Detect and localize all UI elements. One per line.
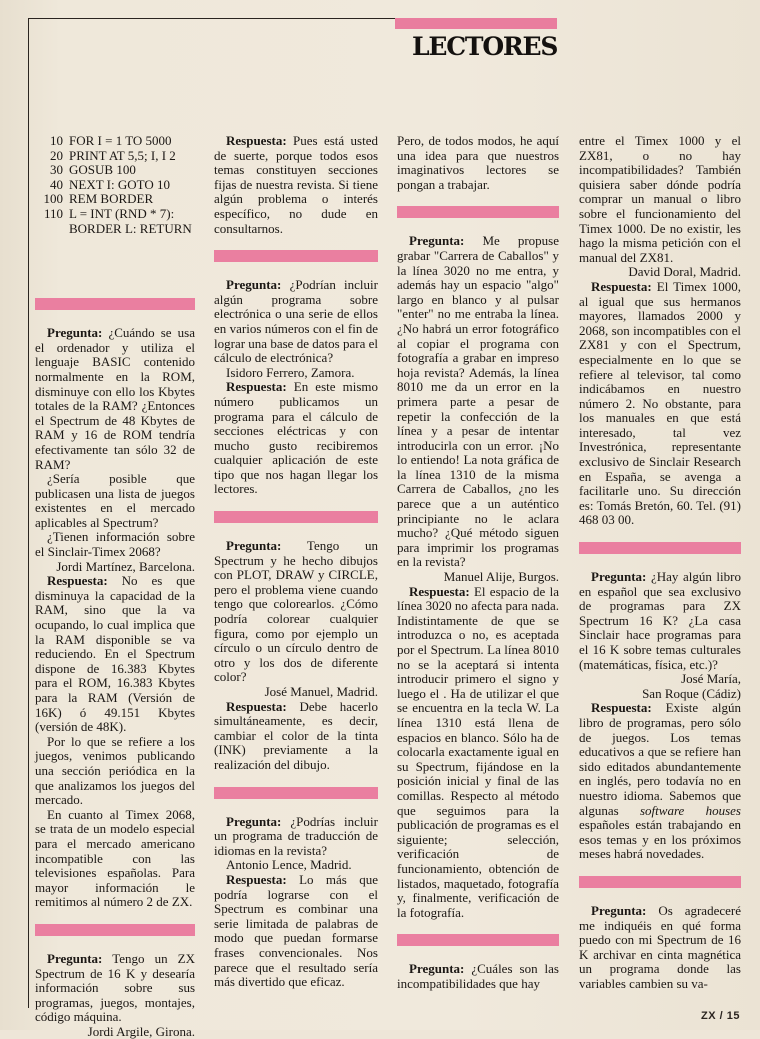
reader-signature: Antonio Lence, Madrid.: [226, 857, 352, 873]
reader-signature: David Doral, Madrid.: [628, 264, 741, 280]
answer-label: Respuesta:: [226, 871, 287, 887]
answer-paragraph: En cuanto al Timex 2068, se trata de un modelo especial para el mercado americano incompatible con las televisiones españolas. Para mayor información le remitimos al número 2 de ZX.: [35, 806, 195, 910]
answer-paragraph: Por lo que se refiere a los juegos, venimos publicando una sección periódica en la que analizamos los juegos del mercado.: [35, 733, 195, 808]
question-paragraph: ¿Tienen información sobre el Sinclair-Timex 2068?: [35, 529, 195, 560]
reader-signature: Jordi Argile, Girona.: [87, 1023, 195, 1039]
code-line: BORDER L: RETURN: [69, 220, 192, 236]
answer-label: Respuesta:: [409, 583, 470, 599]
question-label: Pregunta:: [226, 277, 282, 293]
divider-bar: [397, 934, 559, 946]
column-1: [35, 134, 195, 1039]
divider-bar: [579, 542, 741, 554]
question-label: Pregunta:: [591, 569, 647, 585]
code-line: 20 PRINT AT 5,5; I, I 2: [50, 147, 176, 163]
section-color-band: [395, 18, 557, 29]
answer-paragraph: Respuesta: Pues está usted de suerte, porque todos esos temas constituyen secciones fijas de nuestra revista. Si tiene algún problema o interés específico, no dude en consultarnos.: [214, 133, 378, 236]
answer-paragraph: Respuesta: Debe hacerlo simultáneamente, es decir, cambiar el color de la tinta (INK) previamente a la realización del dibujo.: [214, 698, 378, 772]
basic-listing: [35, 134, 195, 236]
reader-signature: José María,: [681, 671, 741, 687]
divider-bar: [35, 924, 195, 936]
column-3: [397, 134, 559, 991]
question-label: Pregunta:: [409, 233, 465, 249]
divider-bar: [214, 250, 378, 262]
question-label: Pregunta:: [591, 902, 647, 918]
reader-signature: José Manuel, Madrid.: [264, 684, 378, 699]
question-label: Pregunta:: [47, 950, 103, 966]
code-line: 40 NEXT I: GOTO 10: [50, 176, 170, 192]
question-label: Pregunta:: [226, 538, 282, 554]
divider-bar: [214, 511, 378, 523]
reader-signature: San Roque (Cádiz): [642, 685, 741, 701]
answer-label: Respuesta:: [47, 573, 108, 589]
answer-label: Respuesta:: [591, 700, 652, 716]
question-label: Pregunta:: [409, 961, 465, 977]
question-paragraph: ¿Sería posible que publicasen una lista de juegos existentes en el mercado aplicables al Spectrum?: [35, 471, 195, 530]
question-paragraph: Pregunta: Tengo un Spectrum y he hecho dibujos con PLOT, DRAW y CIRCLE, pero el problema viene cuando tengo que colorearlos. ¿Cómo podría colorear cualquier figura, como por ejemplo un círculo o un círculo dentro de otro y los dos de diferente color?: [214, 538, 378, 685]
column-4: [579, 134, 741, 991]
reader-signature: Jordi Martínez, Barcelona.: [56, 558, 195, 574]
answer-paragraph: Respuesta: Existe algún libro de programas, pero sólo de juegos. Los temas educativos a que se refiere han sido editados abundantemente en inglés, pero todavía no en nuestro idioma. Sabemos que algunas software houses españoles están trabajando en esos temas y en los próximos meses habrá novedades.: [579, 700, 741, 862]
divider-bar: [35, 298, 195, 310]
italic-term: software houses: [640, 802, 741, 818]
question-paragraph: entre el Timex 1000 y el ZX81, o no hay incompatibilidades? También quisiera saber dónde podría comprar un manual o libro sobre el funcionamiento del Timex 1000. De no existir, les hago la misma petición con el manual del ZX81.: [579, 133, 741, 265]
divider-bar: [214, 787, 378, 799]
answer-paragraph: Respuesta: Lo más que podría lograrse con el Spectrum es combinar una serie limitada de palabras de modo que puedan formarse frases convencionales. Nos parece que el resultado sería más divertido que eficaz.: [214, 871, 378, 990]
reader-signature: Isidoro Ferrero, Zamora.: [226, 364, 355, 380]
question-label: Pregunta:: [47, 325, 103, 341]
page-folio: ZX / 15: [701, 1010, 740, 1022]
question-paragraph: Pregunta: Tengo un ZX Spectrum de 16 K y desearía información sobre sus programas, juegos, montajes, código máquina.: [35, 950, 195, 1025]
question-paragraph: Pregunta: ¿Cuándo se usa el ordenador y utiliza el lenguaje BASIC contenido normalmente en la ROM, disminuye con ello los Kbytes totales de la RAM? ¿Entonces el Spectrum de 48 Kbytes de RAM y 16 de ROM tendría efectivamente tan sólo 32 de RAM?: [35, 325, 195, 472]
answer-paragraph: Respuesta: No es que disminuya la capacidad de la RAM, sino que la va ocupando, lo cual implica que la RAM disponible se va reduciendo. En el Spectrum dispone de 16.383 Kbytes para el ROM, 16.383 Kbytes para la RAM (Versión de 16K) ó 49.151 Kbytes (versión de 48K).: [35, 573, 195, 735]
left-rule: [28, 18, 29, 1008]
question-paragraph: Pregunta: ¿Podrías incluir un programa de traducción de idiomas en la revista?: [214, 813, 378, 858]
answer-paragraph: Respuesta: En este mismo número publicamos un programa para el cálculo de secciones eléctricas y con mucho gusto recibiremos cualquier aplicación de este tipo que nos hagan llegar los lectores.: [214, 379, 378, 497]
answer-paragraph: Respuesta: El Timex 1000, al igual que sus hermanos mayores, llamados 2000 y 2068, son incompatibles con el ZX81 y con el Spectrum, especialmente en lo que se refiere al televisor, tal como indicábamos en nuestro número 2. No obstante, para los manuales en que está interesado, tal vez Investrónica, representante exclusivo de Sinclair Research en España, se avenga a facilitarle uno. Su dirección es: Tomás Bretón, 60. Tel. (91) 468 03 00.: [579, 278, 741, 528]
reader-signature: Manuel Alije, Burgos.: [443, 569, 559, 585]
code-line: 110 L = INT (RND * 7):: [43, 205, 175, 221]
question-paragraph: Pregunta: Me propuse grabar "Carrera de Caballos" y la línea 3020 no me entra, y además hay un espacio "algo" largo en blanco y al pulsar "enter" no me entraba la línea. ¿No habrá un error fotográfico al copiar el programa con fotografía a grabar en impreso hoja revista? Además, la línea 8010 me da un error en la primera parte a pesar de repetir la confección de la línea y a pesar de intentar introducirla con un error. ¡No lo entiendo! La nota gráfica de la línea 1310 de la misma Carrera de Caballos, ¿no les parece que a un auténtico principiante no le aclara mucho? ¿Qué método siguen para imprimir los programas en la revista?: [397, 233, 559, 570]
code-line: 30 GOSUB 100: [50, 162, 136, 178]
answer-paragraph: Pero, de todos modos, he aquí una idea para que nuestros imaginativos lectores se pongan a trabajar.: [397, 133, 559, 192]
question-label: Pregunta:: [226, 813, 282, 829]
question-paragraph: Pregunta: ¿Hay algún libro en español que sea exclusivo de programas para ZX Spectrum 16 K? ¿La casa Sinclair hace programas para el 16 K sobre temas culturales (matemáticas, física, etc.)?: [579, 569, 741, 672]
question-paragraph: Pregunta: ¿Cuáles son las incompatibilidades que hay: [397, 961, 559, 991]
divider-bar: [397, 206, 559, 218]
column-2: [214, 134, 378, 990]
answer-label: Respuesta:: [591, 278, 652, 294]
section-title: LECTORES: [412, 32, 558, 61]
question-paragraph: Pregunta: ¿Podrían incluir algún programa sobre electrónica o una serie de ellos en varios números con el fin de lograr una base de datos para el cálculo de electrónica?: [214, 277, 378, 366]
question-paragraph: Pregunta: Os agradeceré me indiquéis en qué forma puedo con mi Spectrum de 16 K archivar en cinta magnética un programa donde las variables cambien su va-: [579, 902, 741, 991]
answer-paragraph: Respuesta: El espacio de la línea 3020 no afecta para nada. Indistintamente de que se introduzca o no, es aceptada por el Spectrum. La línea 8010 no se la aceptará si intenta introducir primero el signo y luego el . Ha de utilizar el que se encuentra en la tecla W. La línea 1310 está llena de espacios en blanco. Sólo ha de colocarla exactamente igual en su Spectrum, fijándose en la posición inicial y final de las comillas. Respecto al método que seguimos para la publicación de programas es el siguiente; selección, verificación de funcionamiento, obtención de listados, maquetado, fotografía y, finalmente, verificación de la fotografía.: [397, 583, 559, 920]
code-line: 100 REM BORDER: [43, 191, 154, 207]
answer-label: Respuesta:: [226, 379, 287, 395]
top-rule: [28, 18, 395, 19]
divider-bar: [579, 876, 741, 888]
code-line: 10 FOR I = 1 TO 5000: [50, 133, 172, 148]
answer-label: Respuesta:: [226, 133, 287, 148]
answer-label: Respuesta:: [226, 698, 287, 714]
